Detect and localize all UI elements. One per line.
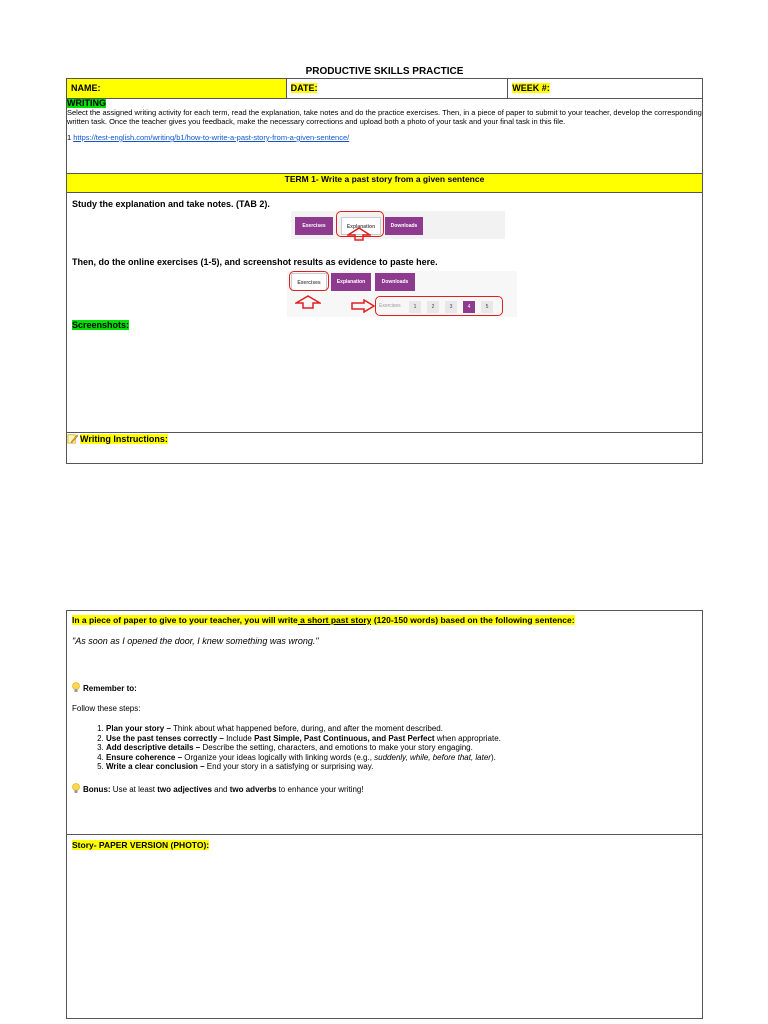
red-highlight-box-pager: [375, 296, 503, 316]
remember-heading: [72, 682, 697, 693]
list-item: 3. Add descriptive details – Describe the setting, characters, and emotions to make your story engaging.: [106, 743, 697, 753]
week-label: WEEK #:: [512, 83, 550, 93]
study-instruction: Study the explanation and take notes. (TAB 2).: [72, 199, 270, 209]
remember-label: Remember to:: [83, 684, 137, 693]
story-photo-area[interactable]: [67, 835, 703, 1019]
writing-instructions: Select the assigned writing activity for each term, read the explanation, take notes and do the practice exercises. Then, in a piece of paper to submit to your teacher, develop the corresponding written task. Once the teacher gives you feedback, make the necessary corrections and upload both a photo of your task and your final task in this file.: [67, 108, 702, 126]
exercises-instruction: Then, do the online exercises (1-5), and screenshot results as evidence to paste here.: [72, 257, 438, 267]
story-prompt-quote: "As soon as I opened the door, I knew something was wrong.": [72, 636, 319, 646]
date-label: DATE:: [290, 83, 318, 93]
pager-label: Exercises: [379, 303, 401, 309]
document-title: PRODUCTIVE SKILLS PRACTICE: [305, 66, 464, 77]
bonus-label: Bonus:: [83, 784, 111, 794]
writing-section: [67, 99, 703, 174]
screenshot-tab-downloads: Downloads: [385, 217, 423, 235]
task-intro-underlined: a short past story: [297, 615, 372, 625]
writing-instructions-label: Writing Instructions:: [80, 434, 168, 444]
page-4-active: 4: [463, 301, 475, 313]
task-intro: [72, 615, 697, 625]
screenshot2-tab-explanation: Explanation: [331, 273, 371, 291]
task-intro-prefix: In a piece of paper to give to your teacher, you will write: [72, 615, 298, 625]
page-5: 5: [481, 301, 493, 313]
resource-link-line: [67, 133, 702, 142]
up-arrow-icon: [347, 227, 371, 241]
list-item: 1. Plan your story – Think about what happened before, during, and after the moment described.: [106, 724, 697, 734]
list-item: 2. Use the past tenses correctly – Include Past Simple, Past Continuous, and Past Perfect when appropriate.: [106, 734, 697, 744]
page-1: 1: [409, 301, 421, 313]
memo-pencil-icon: [67, 433, 78, 444]
list-item: 5. Write a clear conclusion – End your story in a satisfying or surprising way.: [106, 762, 697, 772]
screenshots-label: Screenshots:: [72, 320, 130, 330]
explanation-tab-screenshot: [291, 211, 505, 239]
screenshots-area[interactable]: [72, 320, 129, 330]
screenshot-tab-explanation: Explanation: [341, 217, 381, 235]
week-cell[interactable]: [508, 79, 703, 99]
list-item: 4. Ensure coherence – Organize your ideas logically with linking words (e.g., suddenly, while, before that, later).: [106, 753, 697, 763]
task-intro-suffix: (120-150 words) based on the following sentence:: [371, 615, 575, 625]
right-arrow-icon: [351, 299, 375, 313]
lightbulb-icon: [72, 783, 80, 794]
up-arrow-icon: [295, 295, 321, 309]
screenshot-tab-exercises: Exercises: [295, 217, 333, 235]
term-title: TERM 1- Write a past story from a given sentence: [67, 174, 703, 193]
writing-label: WRITING: [67, 98, 106, 108]
study-section: [67, 193, 703, 433]
name-cell[interactable]: [67, 79, 287, 99]
exercises-tab-screenshot: [287, 271, 517, 317]
task-section: [67, 611, 703, 835]
task-sheet: [66, 610, 703, 1019]
steps-list: [106, 724, 697, 772]
bonus-line: Bonus: Use at least two adjectives and two adverbs to enhance your writing!: [72, 783, 697, 794]
name-label: NAME:: [71, 83, 101, 93]
page-3: 3: [445, 301, 457, 313]
steps-intro: Follow these steps:: [72, 704, 141, 713]
lightbulb-icon: [72, 682, 80, 693]
screenshot2-tab-exercises: Exercises: [291, 273, 327, 291]
practice-sheet: [66, 78, 703, 464]
red-highlight-box-tab: [289, 271, 329, 291]
page-2: 2: [427, 301, 439, 313]
date-cell[interactable]: [286, 79, 508, 99]
resource-link[interactable]: https://test-english.com/writing/b1/how-to-write-a-past-story-from-a-given-sentence/: [73, 133, 350, 142]
writing-instructions-row: [67, 433, 703, 464]
screenshot2-tab-downloads: Downloads: [375, 273, 415, 291]
link-number: 1: [67, 133, 72, 142]
header-row: [67, 79, 703, 99]
story-label: Story- PAPER VERSION (PHOTO):: [72, 840, 210, 850]
